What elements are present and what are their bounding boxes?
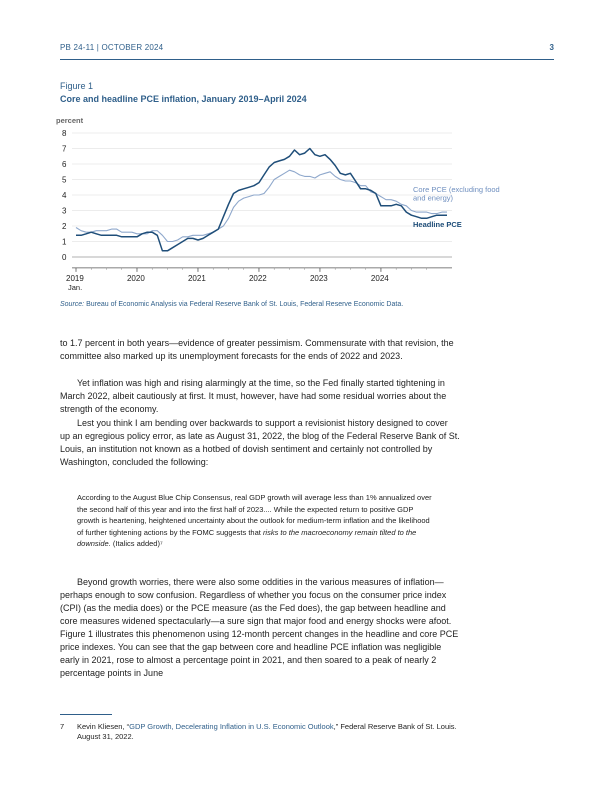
paragraph-text: to 1.7 percent in both years—evidence of greater pessimism. Commensurate with that revision, the committee also marked up its unemployment forecasts for the ends of 2022 and 2023.: [60, 338, 454, 361]
paragraph-text: Beyond growth worries, there were also some oddities in the various measures of inflation—perhaps enough to sow confusion. Regardless of whether you focus on the consumer price index (CPI) (as the media does) or the PCE measure (as the Fed does), the gap between headline and core measures widened spectacularly—a sure sign that major food and energy shocks were afoot. Figure 1 illustrates this phenomenon using 12-month percent changes in the headline and core PCE price indexes. You can see that the gap between core and headline PCE inflation was negligible early in 2021, rose to almost a percentage point in 2021, and then soared to a peak of nearly 2 percentage points in June: [60, 577, 459, 678]
body-paragraph-2: [60, 377, 460, 416]
footnote-author: Kevin Kliesen, “: [77, 722, 130, 731]
footnote: [60, 722, 460, 742]
y-tick-label: 1: [62, 237, 67, 247]
source-label: Source:: [60, 301, 85, 308]
paragraph-text: Lest you think I am bending over backwards to support a revisionist history designed to cover up an egregious policy error, as late as August 31, 2022, the blog of the Federal Reserve Bank of St. Louis, an institution not known as a hotbed of dovish sentiment and certainly not controlled by Washington, concluded the following:: [60, 418, 460, 467]
paragraph-text: Yet inflation was high and rising alarmingly at the time, so the Fed finally started tightening in March 2022, albeit cautiously at first. It must, however, have had some residual worries about the strength of the economy.: [60, 378, 447, 414]
pce-line-chart: [56, 112, 536, 292]
source-text: Bureau of Economic Analysis via Federal Reserve Bank of St. Louis, Federal Reserve Economic Data.: [84, 301, 404, 308]
core-pce-label: Core PCE (excluding food: [413, 185, 500, 194]
y-tick-label: 2: [62, 222, 67, 231]
y-tick-label: 7: [62, 144, 67, 154]
x-tick-label: 2024: [370, 273, 389, 283]
footnote-number: 7: [60, 722, 65, 731]
body-paragraph-4: [60, 576, 460, 680]
headline-pce-label: Headline PCE: [413, 220, 462, 229]
footnote-link[interactable]: GDP Growth, Decelerating Inflation in U.S. Economic Outlook: [129, 722, 334, 731]
x-tick-label: 2023: [309, 273, 328, 283]
footnote-rule: [60, 714, 112, 715]
y-tick-label: 6: [62, 160, 67, 169]
figure-label: Figure 1: [60, 81, 94, 91]
x-tick-label: 2020: [126, 273, 145, 283]
quote-italic: risks to the macroeconomy remain tilted to the downside.: [77, 527, 417, 548]
y-tick-label: 5: [62, 175, 67, 185]
footnote-tail: ,” Federal Reserve Bank of St. Louis. August 31, 2022.: [77, 722, 457, 741]
y-tick-label: 0: [62, 253, 67, 262]
page-number: 3: [549, 43, 554, 52]
y-tick-label: 8: [62, 129, 67, 138]
x-tick-label: 2021: [187, 273, 206, 283]
y-tick-label: 4: [62, 191, 67, 200]
y-axis-label: percent: [56, 116, 84, 125]
body-paragraph-3: [60, 417, 460, 469]
body-paragraph-1: [60, 337, 460, 363]
header-rule: [60, 59, 554, 60]
x-tick-label: 2022: [248, 273, 267, 283]
core-pce-label: and energy): [413, 193, 454, 203]
figure-title: Core and headline PCE inflation, January 2019–April 2024: [60, 94, 307, 104]
x-tick-sublabel: Jan.: [68, 282, 83, 292]
block-quote: [77, 492, 437, 550]
report-id: PB 24-11 | OCTOBER 2024: [60, 43, 164, 52]
quote-tail: (Italics added)⁷: [110, 539, 163, 548]
quote-text: According to the August Blue Chip Consensus, real GDP growth will average less than 1% annualized over the second half of this year and into the first half of 2023.... While the expected return to positive GDP growth is heartening, heightened uncertainty about the outlook for medium-term inflation and the likelihood of further tightening actions by the FOMC suggests that: [77, 493, 432, 537]
y-tick-label: 3: [62, 206, 67, 216]
figure-source: [60, 300, 480, 310]
x-tick-label: 2019: [66, 273, 84, 283]
